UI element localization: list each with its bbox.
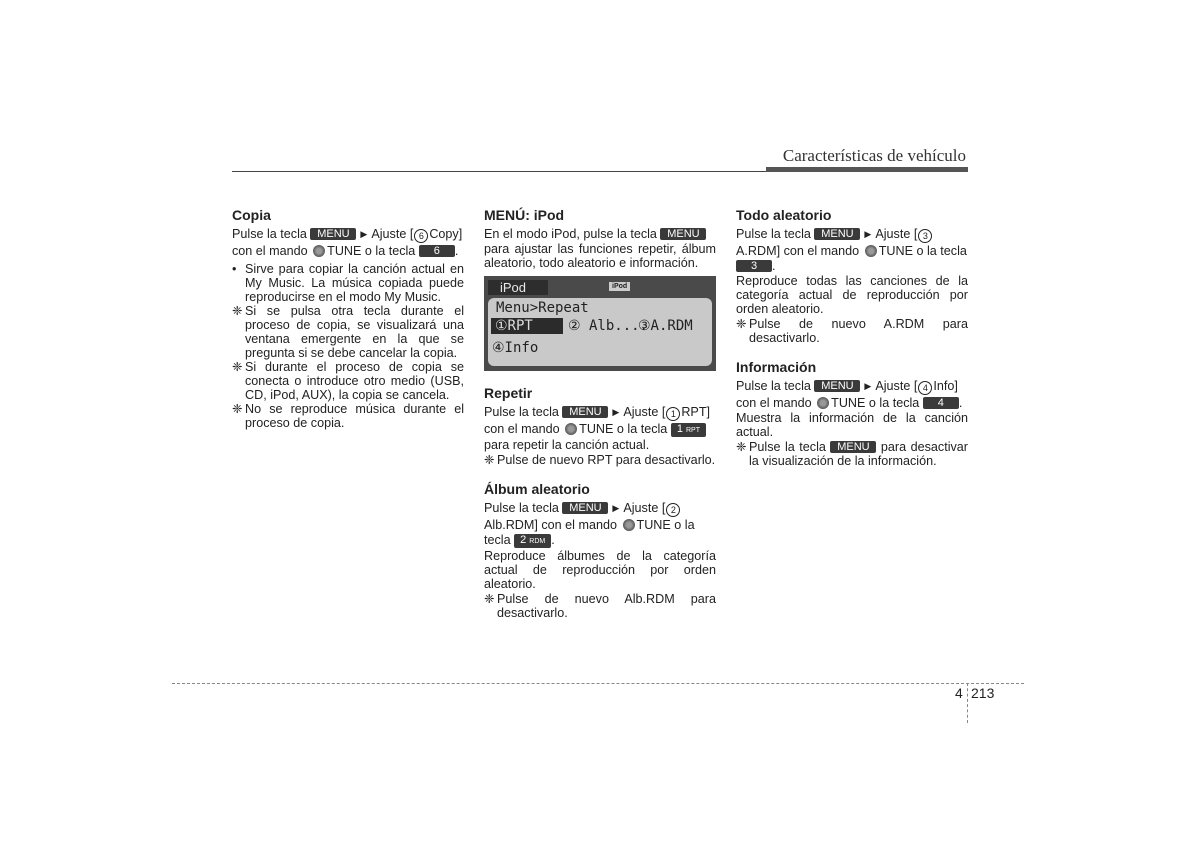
display-option: ② Alb.... — [568, 318, 648, 334]
text: Ajuste [ — [371, 227, 414, 241]
note-text: Si se pulsa otra tecla durante el proceso de copia, se visualizará una ventana emergente en la que se pregunta si se debe cancelar la copia. — [245, 304, 464, 360]
text: A.RDM] con el mando — [736, 244, 860, 258]
note-mark: ❈ — [232, 402, 243, 416]
note-item — [232, 360, 464, 402]
menu-key-icon: MENU — [562, 502, 608, 514]
menu-key-icon: MENU — [660, 228, 706, 240]
paragraph: para ajustar las funciones repetir, álbum aleatorio, todo aleatorio e información. — [484, 242, 716, 270]
paragraph: Reproduce álbumes de la categoría actual de reproducción por orden aleatorio. — [484, 549, 716, 591]
preset-key-icon — [671, 423, 706, 437]
note-text: Si durante el proceso de copia se conecta o introduce otro medio (USB, CD, iPod, AUX), la copia se cancela. — [245, 360, 464, 402]
menu-key-icon: MENU — [310, 228, 356, 240]
text: para desactivar la visualización de la información. — [749, 440, 969, 468]
paragraph — [232, 227, 464, 243]
note-item — [232, 304, 464, 360]
tune-knob-icon — [565, 423, 577, 435]
text: Info] — [933, 379, 958, 393]
paragraph — [736, 244, 968, 258]
section-informacion — [736, 359, 968, 468]
header-accent-bar — [766, 167, 968, 172]
display-option-selected: ①RPT — [491, 318, 563, 334]
menu-key-icon: MENU — [814, 380, 860, 392]
menu-key-icon: MENU — [562, 406, 608, 418]
tune-knob-icon — [623, 519, 635, 531]
paragraph — [736, 259, 968, 273]
note-item — [736, 440, 968, 468]
note-mark: ❈ — [736, 317, 747, 331]
paragraph — [484, 501, 716, 517]
paragraph — [736, 227, 968, 243]
display-option: ③A.RDM — [638, 318, 693, 334]
paragraph — [484, 533, 716, 548]
note-text: Pulse de nuevo A.RDM para desactivarlo. — [749, 317, 968, 345]
section-heading: Información — [736, 359, 817, 375]
bullet-mark: • — [232, 262, 237, 276]
note-text — [749, 440, 968, 468]
text: Alb.RDM] con el mando — [484, 518, 617, 532]
paragraph — [484, 518, 716, 532]
display-option: ④Info — [492, 340, 539, 356]
text: Ajuste [ — [623, 501, 666, 515]
ipod-display-illustration — [484, 276, 716, 371]
tune-knob-icon — [817, 397, 829, 409]
paragraph — [484, 405, 716, 421]
circled-number-icon: 2 — [666, 503, 680, 517]
paragraph — [736, 396, 968, 410]
text: tecla — [484, 533, 511, 547]
key-sub-label: RDM — [529, 538, 546, 545]
circled-number-icon: 6 — [414, 229, 428, 243]
text: TUNE o la tecla — [831, 396, 920, 410]
note-mark: ❈ — [232, 360, 243, 374]
circled-number-icon: 4 — [918, 381, 932, 395]
note-item — [484, 453, 716, 467]
text: Ajuste [ — [623, 405, 666, 419]
circled-number-icon: 1 — [666, 407, 680, 421]
paragraph — [484, 227, 716, 241]
section-heading: Repetir — [484, 385, 533, 401]
section-heading: Álbum aleatorio — [484, 481, 590, 497]
circled-number-icon: 3 — [918, 229, 932, 243]
column-3 — [736, 207, 968, 482]
text: . — [958, 396, 963, 410]
text: Ajuste [ — [875, 379, 918, 393]
text: TUNE o la tecla — [327, 244, 416, 258]
text: . — [454, 244, 459, 258]
text: con el mando — [232, 244, 308, 258]
bullet-text: Sirve para copiar la canción actual en My Music. La música copiada puede reproducirse en el modo My Music. — [245, 262, 464, 304]
display-tab: iPod — [488, 280, 548, 295]
text: . — [772, 259, 776, 273]
section-album-aleatorio — [484, 481, 716, 620]
text: Copy] — [429, 227, 463, 241]
paragraph: para repetir la canción actual. — [484, 438, 650, 452]
text: Pulse la tecla — [736, 227, 811, 241]
arrow-right-icon: ▶ — [360, 229, 368, 239]
arrow-right-icon: ▶ — [612, 503, 620, 513]
key-sub-label: RPT — [686, 427, 700, 434]
menu-key-icon: MENU — [830, 441, 876, 453]
paragraph — [484, 422, 716, 437]
bullet-item — [232, 262, 464, 304]
preset-key-icon: 4 — [923, 397, 959, 409]
paragraph — [736, 379, 968, 395]
arrow-right-icon: ▶ — [864, 381, 872, 391]
section-heading: Copia — [232, 207, 271, 223]
key-number: 2 — [520, 534, 527, 546]
text: con el mando — [484, 422, 560, 436]
section-repetir — [484, 385, 716, 467]
key-number: 1 — [676, 423, 683, 435]
arrow-right-icon: ▶ — [612, 407, 620, 417]
arrow-right-icon: ▶ — [864, 229, 872, 239]
page-number: 213 — [971, 685, 995, 701]
section-heading: Todo aleatorio — [736, 207, 832, 223]
tune-knob-icon — [313, 245, 325, 257]
display-screen — [488, 298, 712, 366]
page-header-title: Características de vehículo — [782, 146, 966, 165]
footer-rule — [172, 683, 1024, 684]
note-mark: ❈ — [484, 592, 495, 606]
paragraph: Muestra la información de la canción actual. — [736, 411, 968, 439]
text: RPT] — [681, 405, 711, 419]
text: Pulse la tecla — [749, 440, 826, 454]
tune-knob-icon — [865, 245, 877, 257]
note-item — [232, 402, 464, 430]
preset-key-icon: 6 — [419, 245, 455, 257]
text: TUNE o la tecla — [579, 422, 668, 436]
text: Ajuste [ — [875, 227, 918, 241]
text: con el mando — [736, 396, 812, 410]
paragraph — [232, 244, 464, 258]
ipod-badge: iPod — [609, 282, 630, 291]
preset-key-icon: 3 — [736, 260, 772, 272]
note-item — [736, 317, 968, 345]
text: . — [551, 533, 555, 547]
column-1 — [232, 207, 464, 444]
text: Pulse la tecla — [484, 501, 559, 515]
footer-divider — [967, 683, 968, 723]
section-menu-ipod — [484, 207, 716, 270]
note-mark: ❈ — [232, 304, 243, 318]
note-item — [484, 592, 716, 620]
note-text: Pulse de nuevo Alb.RDM para desactivarlo. — [497, 592, 716, 620]
section-heading: MENÚ: iPod — [484, 207, 565, 223]
section-copia — [232, 207, 464, 430]
preset-key-icon — [514, 534, 551, 548]
menu-key-icon: MENU — [814, 228, 860, 240]
column-2 — [484, 207, 716, 634]
text: Pulse la tecla — [484, 405, 559, 419]
paragraph: Reproduce todas las canciones de la categoría actual de reproducción por orden aleatorio. — [736, 274, 968, 316]
text: Pulse la tecla — [736, 379, 811, 393]
section-todo-aleatorio — [736, 207, 968, 345]
text: En el modo iPod, pulse la tecla — [484, 227, 657, 241]
note-mark: ❈ — [736, 440, 747, 454]
display-menu-line: Menu>Repeat — [496, 300, 589, 316]
note-text: Pulse de nuevo RPT para desactivarlo. — [497, 453, 716, 467]
text: TUNE o la tecla — [878, 244, 967, 258]
note-mark: ❈ — [484, 453, 495, 467]
note-text: No se reproduce música durante el proceso de copia. — [245, 402, 464, 430]
text: TUNE o la — [636, 518, 695, 532]
chapter-number: 4 — [955, 685, 963, 701]
text: Pulse la tecla — [232, 227, 307, 241]
